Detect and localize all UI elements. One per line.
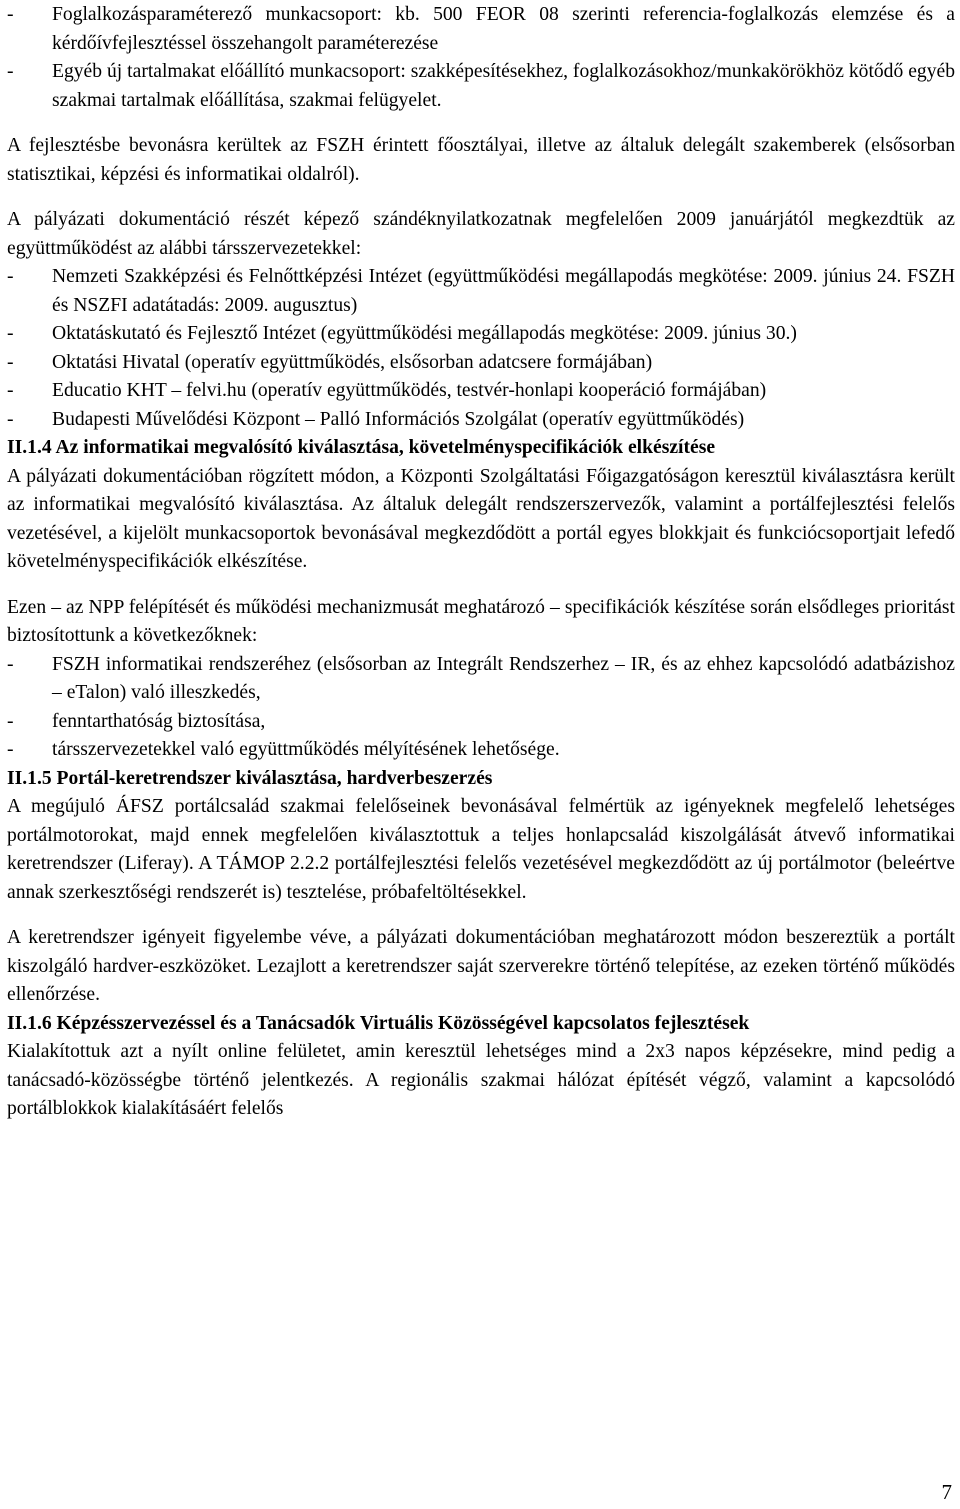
list-item-text: FSZH informatikai rendszeréhez (elsősorban az Integrált Rendszerhez – IR, és az ehhez kapcsolódó adatbázishoz – eTalon) való illeszkedés,: [52, 653, 955, 703]
section-heading-2-1-4: II.1.4 Az informatikai megvalósító kiválasztása, követelményspecifikációk elkészítése: [7, 437, 716, 458]
list-item-text: társszervezetekkel való együttműködés mélyítésének lehetősége.: [52, 739, 560, 760]
list-item: [7, 320, 955, 349]
paragraph-hardware-procurement: A keretrendszer igényeit figyelembe véve, a pályázati dokumentációban meghatározott módon beszereztük a portált kiszolgáló hardver-eszközöket. Lezajlott a keretrendszer saját szerverekre történő telepítése, az ezeken történő működés ellenőrzése.: [7, 927, 955, 1005]
bullet-dash: -: [7, 351, 14, 373]
document-body: [7, 0, 955, 1124]
paragraph-specification-priorities: Ezen – az NPP felépítését és működési mechanizmusát meghatározó – specifikációk készítése során elsődleges prioritást biztosítottunk a következőknek:: [7, 596, 955, 646]
list-item-text: Oktatási Hivatal (operatív együttműködés, elsősorban adatcsere formájában): [52, 351, 653, 373]
bullet-dash: -: [7, 323, 14, 344]
list-item: [7, 1, 955, 58]
paragraph-portal-engine: A megújuló ÁFSZ portálcsalád szakmai felelőseinek bevonásával felmértük az igényeknek megfelelő lehetséges portálmotorokat, majd ennek megfelelően kiválasztottuk a teljes honlapcsalád kiszolgálását átvevő informatikai keretrendszer (Liferay). A TÁMOP 2.2.2 portálfejlesztési felelős vezetésével megkezdődött az új portálmotor (beleértve annak szerkesztőségi rendszerét is) tesztelése, próbafeltöltésekkel.: [7, 796, 955, 903]
bullet-dash: -: [7, 61, 14, 82]
section-heading-2-1-6: II.1.6 Képzésszervezéssel és a Tanácsadók Virtuális Közösségével kapcsolatos fejlesztések: [7, 1012, 750, 1034]
top-list: [7, 1, 955, 115]
list-item: [7, 736, 955, 765]
bullet-dash: -: [7, 653, 14, 675]
list-item: [7, 651, 955, 708]
list-item: [7, 377, 955, 406]
list-item-text: Budapesti Művelődési Központ – Palló Információs Szolgálat (operatív együttműködés): [52, 408, 745, 430]
list-item-text: Oktatáskutató és Fejlesztő Intézet (együttműködési megállapodás megkötése: 2009. június 30.): [52, 323, 797, 344]
bullet-dash: -: [7, 266, 14, 287]
page-number: 7: [941, 1480, 952, 1504]
paragraph-cooperation-intro: A pályázati dokumentáció részét képező szándéknyilatkozatnak megfelelően 2009 januárjától megkezdtük az együttműködést az alábbi társszervezetekkel:: [7, 209, 955, 259]
list-item-text: Educatio KHT – felvi.hu (operatív együttműködés, testvér-honlapi kooperáció formájában): [52, 380, 767, 401]
paragraph-fszh-involvement: A fejlesztésbe bevonásra kerültek az FSZH érintett főosztályai, illetve az általuk delegált szakemberek (elsősorban statisztikai, képzési és informatikai oldalról).: [7, 135, 955, 185]
list-item-text: Egyéb új tartalmakat előállító munkacsoport: szakképesítésekhez, foglalkozásokhoz/munkakörökhöz kötődő egyéb szakmai tartalmak előállítása, szakmai felügyelet.: [52, 61, 955, 111]
list-item: [7, 406, 955, 435]
bullet-dash: -: [7, 408, 14, 430]
priority-list: [7, 651, 955, 765]
bullet-dash: -: [7, 739, 14, 760]
partner-list: [7, 263, 955, 434]
list-item: [7, 349, 955, 378]
bullet-dash: -: [7, 710, 14, 732]
section-heading-2-1-5: II.1.5 Portál-keretrendszer kiválasztása, hardverbeszerzés: [7, 767, 493, 789]
list-item: [7, 263, 955, 320]
paragraph-implementer-selection: A pályázati dokumentációban rögzített módon, a Központi Szolgáltatási Főigazgatóságon keresztül kiválasztásra került az informatikai megvalósító kiválasztása. Az általuk delegált rendszerszervezők, valamint a portálfejlesztési felelős vezetésével, a kijelölt munkacsoportok bevonásával megkezdődött a portál egyes blokkjait és funkciócsoportjait lefedő követelményspecifikációk elkészítése.: [7, 465, 955, 572]
list-item-text: fenntarthatóság biztosítása,: [52, 710, 266, 732]
paragraph-online-interface: Kialakítottuk azt a nyílt online felületet, amin keresztül lehetséges mind a 2x3 napos képzésekre, mind pedig a tanácsadó-közösségbe történő jelentkezés. A regionális szakmai hálózat építését végző, valamint a kapcsolódó portálblokkok kialakításáért felelős: [7, 1041, 955, 1119]
list-item: [7, 708, 955, 737]
list-item-text: Nemzeti Szakképzési és Felnőttképzési Intézet (együttműködési megállapodás megkötése: 2009. június 24. FSZH és NSZFI adatátadás: 2009. augusztus): [52, 266, 955, 316]
list-item: [7, 58, 955, 115]
bullet-dash: -: [7, 4, 14, 25]
bullet-dash: -: [7, 380, 14, 401]
list-item-text: Foglalkozásparaméterező munkacsoport: kb. 500 FEOR 08 szerinti referencia-foglalkozás elemzése és a kérdőívfejlesztéssel összehangolt paraméterezése: [52, 4, 955, 54]
